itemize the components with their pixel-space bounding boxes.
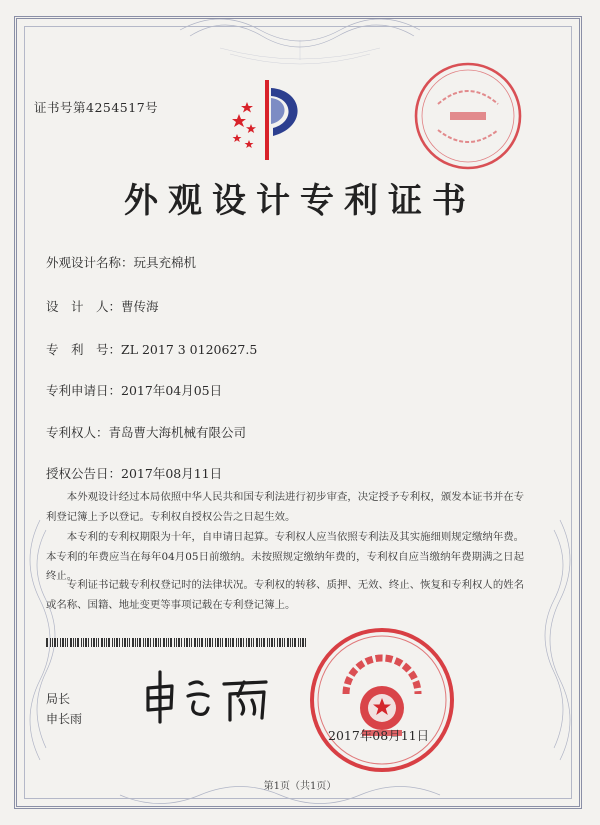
barcode-bar xyxy=(67,638,68,647)
barcode-bar xyxy=(256,638,258,647)
paragraph-grant-statement: 本外观设计经过本局依照中华人民共和国专利法进行初步审查，决定授予专利权，颁发本证书并在专利登记簿上予以登记。专利权自授权公告之日起生效。 xyxy=(46,491,524,523)
barcode-strip xyxy=(46,638,308,647)
barcode-bar xyxy=(77,638,79,647)
barcode-bar xyxy=(302,638,304,647)
barcode-bar xyxy=(220,638,221,647)
barcode-bar xyxy=(251,638,252,647)
barcode-bar xyxy=(236,638,237,647)
barcode-bar xyxy=(189,638,190,647)
barcode-bar xyxy=(186,638,188,647)
barcode-bar xyxy=(96,638,97,647)
barcode-bar xyxy=(124,638,126,647)
barcode-bar xyxy=(243,638,244,647)
barcode-bar xyxy=(168,638,169,647)
barcode-bar xyxy=(181,638,182,647)
field-label: 授权公告日： xyxy=(46,466,122,481)
field-patent-number xyxy=(46,340,257,358)
field-label: 设 计 人： xyxy=(46,299,122,314)
paragraph-term-and-fees: 本专利的专利权期限为十年，自申请日起算。专利权人应当依照专利法及其实施细则规定缴纳年费。本专利的年费应当在每年04月05日前缴纳。未按照规定缴纳年费的，专利权自应当缴纳年费期满之日起终止。 xyxy=(46,531,524,582)
barcode-bar xyxy=(52,638,53,647)
barcode-bar xyxy=(170,638,172,647)
barcode-bar xyxy=(290,638,291,647)
field-value: 玩具充棉机 xyxy=(133,255,197,270)
barcode-bar xyxy=(284,638,285,647)
barcode-bar xyxy=(207,638,208,647)
barcode-bar xyxy=(106,638,107,647)
barcode-bar xyxy=(158,638,159,647)
barcode-bar xyxy=(274,638,275,647)
barcode-bar xyxy=(65,638,66,647)
barcode-bar xyxy=(215,638,216,647)
barcode-bar xyxy=(240,638,242,647)
barcode-bar xyxy=(150,638,151,647)
barcode-bar xyxy=(269,638,270,647)
barcode-bar xyxy=(205,638,206,647)
barcode-bar xyxy=(114,638,115,647)
barcode-bar xyxy=(54,638,56,647)
barcode-bar xyxy=(230,638,231,647)
barcode-bar xyxy=(232,638,234,647)
barcode-bar xyxy=(298,638,299,647)
barcode-bar xyxy=(91,638,92,647)
barcode-bar xyxy=(60,638,61,647)
barcode-bar xyxy=(135,638,136,647)
barcode-bar xyxy=(137,638,138,647)
barcode-bar xyxy=(81,638,82,647)
barcode-bar xyxy=(88,638,89,647)
barcode-bar xyxy=(261,638,262,647)
barcode-bar xyxy=(300,638,301,647)
barcode-bar xyxy=(83,638,84,647)
issue-date: 2017年08月11日 xyxy=(328,728,430,743)
barcode-bar xyxy=(62,638,64,647)
barcode-bar xyxy=(248,638,250,647)
barcode-bar xyxy=(197,638,198,647)
barcode-bar xyxy=(267,638,268,647)
patent-office-emblem-icon xyxy=(225,68,315,168)
barcode-bar xyxy=(277,638,278,647)
barcode-bar xyxy=(225,638,227,647)
barcode-bar xyxy=(178,638,180,647)
barcode-bar xyxy=(294,638,296,647)
barcode-bar xyxy=(75,638,76,647)
signatory-name: 申长雨 xyxy=(46,712,83,726)
agency-seal-icon xyxy=(408,56,528,176)
barcode-bar xyxy=(217,638,219,647)
field-grant-date xyxy=(46,464,222,482)
barcode-bar xyxy=(119,638,120,647)
patent-office-seal-icon xyxy=(306,624,458,776)
field-label: 专利申请日： xyxy=(46,383,122,398)
field-value: 青岛曹大海机械有限公司 xyxy=(108,425,247,440)
barcode-bar xyxy=(160,638,161,647)
barcode-bar xyxy=(253,638,254,647)
barcode-bar xyxy=(199,638,200,647)
barcode-bar xyxy=(50,638,51,647)
barcode-bar xyxy=(282,638,283,647)
barcode-bar xyxy=(184,638,185,647)
barcode-bar xyxy=(139,638,141,647)
barcode-bar xyxy=(132,638,134,647)
barcode-bar xyxy=(73,638,74,647)
barcode-bar xyxy=(174,638,175,647)
signatory-title: 局长 xyxy=(46,692,71,706)
barcode-bar xyxy=(259,638,260,647)
barcode-bar xyxy=(93,638,95,647)
barcode-bar xyxy=(98,638,99,647)
field-designer xyxy=(46,297,159,315)
barcode-bar xyxy=(85,638,87,647)
field-value: 2017年08月11日 xyxy=(121,466,223,481)
barcode-bar xyxy=(209,638,211,647)
handwritten-signature xyxy=(138,662,278,728)
barcode-bar xyxy=(279,638,281,647)
barcode-bar xyxy=(263,638,265,647)
field-value: ZL 2017 3 0120627.5 xyxy=(121,342,258,357)
paragraph-legal-status: 专利证书记载专利权登记时的法律状况。专利权的转移、质押、无效、终止、恢复和专利权人的姓名或名称、国籍、地址变更等事项记载在专利登记簿上。 xyxy=(46,579,524,611)
barcode-bar xyxy=(145,638,146,647)
barcode-bar xyxy=(287,638,289,647)
field-design-name xyxy=(46,253,196,271)
barcode-bar xyxy=(57,638,58,647)
barcode-bar xyxy=(108,638,110,647)
page-indicator: 第1页（共1页） xyxy=(263,781,337,792)
barcode-bar xyxy=(147,638,149,647)
barcode-bar xyxy=(176,638,177,647)
barcode-bar xyxy=(46,638,48,647)
barcode-bar xyxy=(155,638,157,647)
barcode-bar xyxy=(116,638,118,647)
barcode-bar xyxy=(143,638,144,647)
barcode-bar xyxy=(201,638,203,647)
field-value: 2017年04月05日 xyxy=(121,383,223,398)
barcode-bar xyxy=(101,638,103,647)
barcode-bar xyxy=(129,638,130,647)
field-filing-date xyxy=(46,381,222,399)
field-label: 专 利 号： xyxy=(46,342,122,357)
field-patentee xyxy=(46,423,246,441)
barcode-bar xyxy=(191,638,192,647)
barcode-bar xyxy=(104,638,105,647)
field-value: 曹传海 xyxy=(121,299,159,314)
barcode-bar xyxy=(122,638,123,647)
field-label: 专利权人： xyxy=(46,425,109,440)
barcode-bar xyxy=(70,638,72,647)
barcode-bar xyxy=(112,638,113,647)
barcode-bar xyxy=(212,638,213,647)
barcode-bar xyxy=(127,638,128,647)
barcode-bar xyxy=(166,638,167,647)
barcode-bar xyxy=(292,638,293,647)
barcode-bar xyxy=(238,638,239,647)
barcode-bar xyxy=(194,638,196,647)
certificate-title: 外观设计专利证书 xyxy=(124,181,476,221)
certificate-number: 证书号第4254517号 xyxy=(34,100,159,115)
barcode-bar xyxy=(222,638,223,647)
barcode-bar xyxy=(246,638,247,647)
field-label: 外观设计名称： xyxy=(46,255,134,270)
barcode-bar xyxy=(228,638,229,647)
barcode-bar xyxy=(153,638,154,647)
barcode-bar xyxy=(163,638,165,647)
barcode-bar xyxy=(271,638,273,647)
